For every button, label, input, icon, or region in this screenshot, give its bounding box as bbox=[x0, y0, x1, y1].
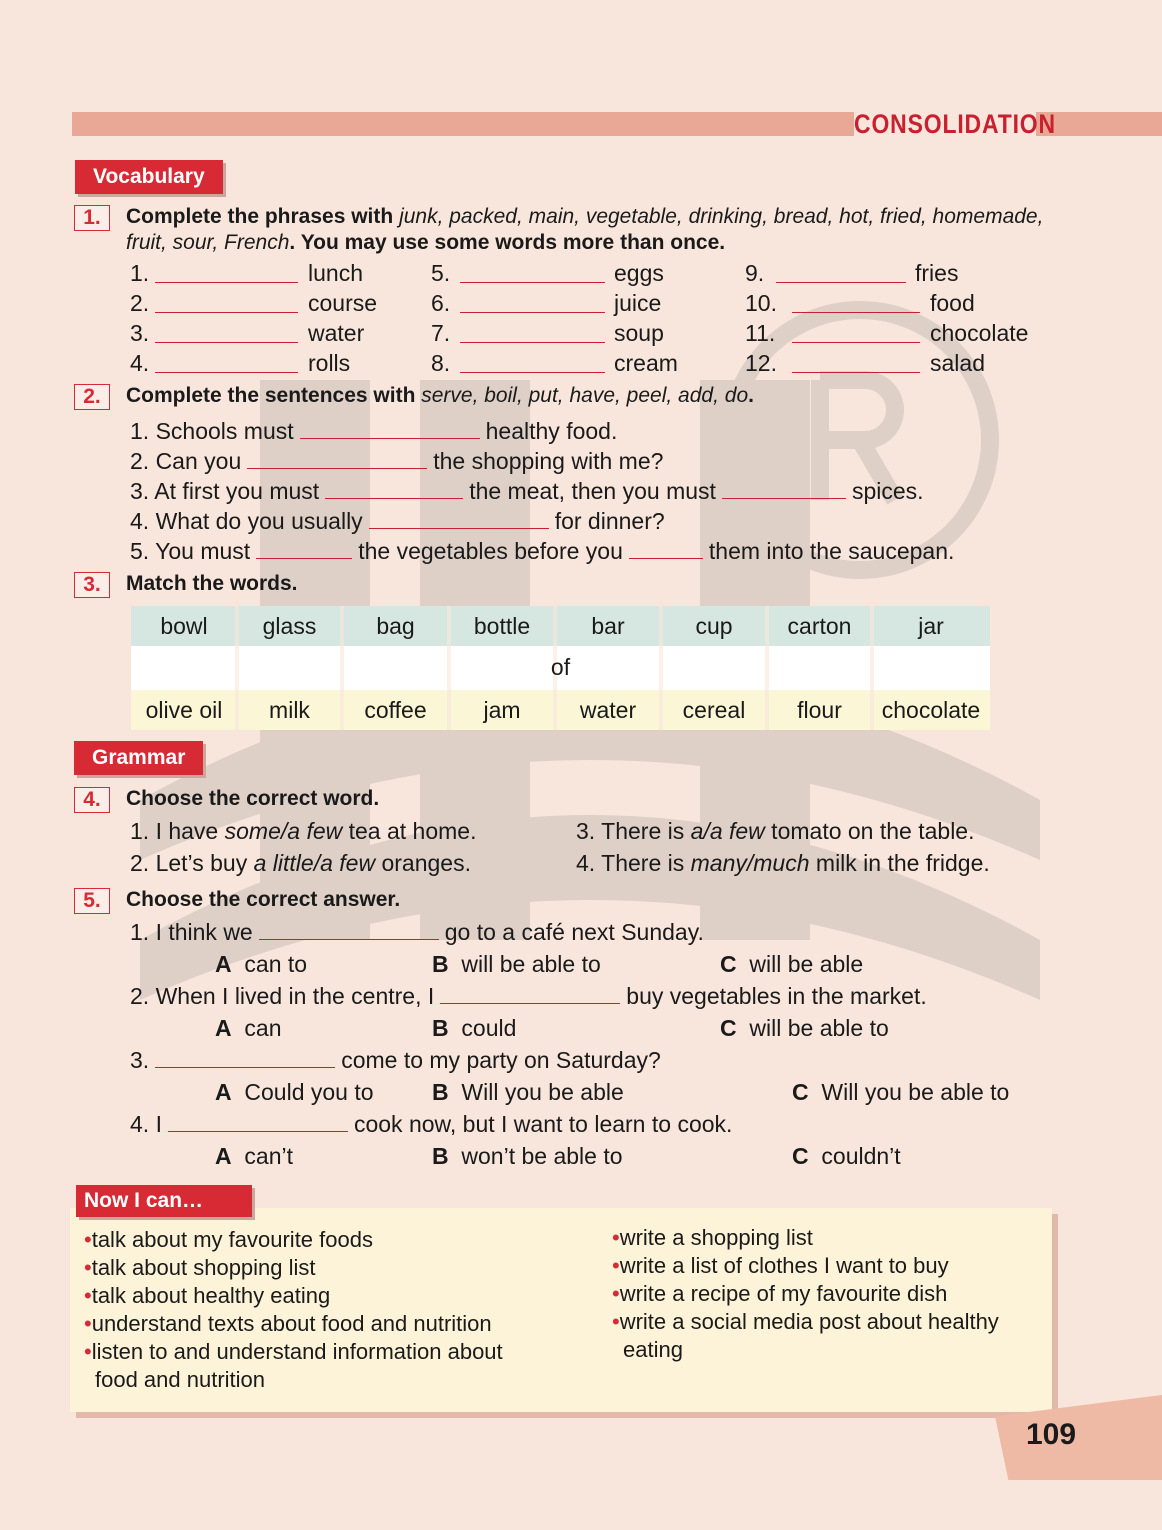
option-a[interactable]: A can bbox=[215, 1015, 282, 1041]
sentence: 1. Schools must healthy food. bbox=[130, 418, 618, 444]
phrase-item bbox=[431, 318, 450, 348]
answer-blank[interactable] bbox=[155, 282, 298, 283]
phrase-word: water bbox=[308, 320, 365, 346]
answer-blank[interactable] bbox=[722, 497, 846, 499]
skill-item: •talk about my favourite foods bbox=[84, 1227, 373, 1252]
answer-blank[interactable] bbox=[168, 1130, 348, 1132]
match-table bbox=[131, 606, 990, 730]
phrase-item bbox=[130, 318, 149, 348]
bullet-icon: • bbox=[612, 1309, 620, 1334]
food-word: cereal bbox=[682, 697, 746, 723]
container-word: jar bbox=[918, 613, 944, 639]
vocabulary-tag: Vocabulary bbox=[75, 160, 223, 194]
option-c[interactable]: C will be able to bbox=[720, 1015, 889, 1041]
bullet-icon: • bbox=[84, 1255, 92, 1280]
answer-blank[interactable] bbox=[460, 342, 605, 343]
page-number: 109 bbox=[1026, 1418, 1077, 1451]
page-title: CONSOLIDATION bbox=[854, 104, 1036, 144]
option-a[interactable]: A Could you to bbox=[215, 1079, 374, 1105]
container-word: cup bbox=[695, 613, 733, 639]
question: 1. I think we go to a café next Sunday. bbox=[130, 919, 704, 945]
answer-blank[interactable] bbox=[256, 557, 352, 559]
container-word: bowl bbox=[160, 613, 208, 639]
item-number: 2. bbox=[130, 290, 150, 316]
phrase-item bbox=[130, 348, 149, 378]
option-a[interactable]: A can’t bbox=[215, 1143, 293, 1169]
skill-item: •write a shopping list bbox=[612, 1225, 813, 1250]
container-word: glass bbox=[262, 613, 317, 639]
phrase-item bbox=[745, 318, 775, 348]
bullet-icon: • bbox=[612, 1225, 620, 1250]
food-word: water bbox=[579, 697, 637, 723]
option-b[interactable]: B will be able to bbox=[432, 951, 601, 977]
exercise-instruction: Complete the phrases with junk, packed, main, vegetable, drinking, bread, hot, fried, homemade, fruit, sour, French. You may use some words more than once. bbox=[126, 205, 1044, 254]
item-number: 10. bbox=[745, 290, 777, 316]
question: 3. come to my party on Saturday? bbox=[130, 1047, 661, 1073]
exercise-number: 5. bbox=[74, 888, 110, 914]
answer-blank[interactable] bbox=[259, 938, 439, 940]
item-number: 8. bbox=[431, 350, 451, 376]
skills-list-right bbox=[612, 1224, 1052, 1364]
answer-blank[interactable] bbox=[155, 312, 298, 313]
skill-item: •write a list of clothes I want to buy bbox=[612, 1253, 949, 1278]
sentence: 4. What do you usually for dinner? bbox=[130, 508, 665, 534]
exercise-instruction: Match the words. bbox=[126, 572, 298, 595]
food-word: chocolate bbox=[881, 697, 981, 723]
answer-blank[interactable] bbox=[460, 372, 605, 373]
item-number: 9. bbox=[745, 260, 765, 286]
question: 2. When I lived in the centre, I buy vegetables in the market. bbox=[130, 983, 927, 1009]
answer-blank[interactable] bbox=[440, 1002, 620, 1004]
answer-blank[interactable] bbox=[155, 342, 298, 343]
item-number: 11. bbox=[745, 320, 776, 346]
sentence: 2. Can you the shopping with me? bbox=[130, 448, 664, 474]
answer-blank[interactable] bbox=[369, 527, 549, 529]
phrase-word: salad bbox=[930, 350, 985, 376]
answer-blank[interactable] bbox=[300, 437, 480, 439]
answer-blank[interactable] bbox=[155, 1066, 335, 1068]
phrase-word: rolls bbox=[308, 350, 351, 376]
skills-list-left bbox=[84, 1226, 584, 1394]
sentence: 5. You must the vegetables before you them into the saucepan. bbox=[130, 538, 955, 564]
skill-item: eating bbox=[623, 1337, 683, 1362]
option-b[interactable]: B Will you be able bbox=[432, 1079, 624, 1105]
bullet-icon: • bbox=[84, 1283, 92, 1308]
answer-blank[interactable] bbox=[247, 467, 427, 469]
container-word: bottle bbox=[473, 613, 531, 639]
option-b[interactable]: B could bbox=[432, 1015, 517, 1041]
phrase-word: cream bbox=[614, 350, 678, 376]
item-number: 7. bbox=[431, 320, 451, 346]
skill-item: •write a social media post about healthy bbox=[612, 1309, 999, 1334]
item-number: 3. bbox=[130, 320, 150, 346]
item-number: 4. bbox=[130, 350, 150, 376]
skill-item: food and nutrition bbox=[95, 1367, 266, 1392]
exercise-number: 4. bbox=[74, 787, 110, 813]
bullet-icon: • bbox=[84, 1311, 92, 1336]
option-b[interactable]: B won’t be able to bbox=[432, 1143, 623, 1169]
exercise-number: 1. bbox=[74, 205, 110, 231]
item-number: 6. bbox=[431, 290, 451, 316]
answer-blank[interactable] bbox=[629, 557, 703, 559]
bullet-icon: • bbox=[612, 1253, 620, 1278]
skill-item: •write a recipe of my favourite dish bbox=[612, 1281, 948, 1306]
skill-item: •understand texts about food and nutrition bbox=[84, 1311, 492, 1336]
exercise-instruction: Choose the correct answer. bbox=[126, 888, 401, 911]
exercise-instruction: Complete the sentences with serve, boil, put, have, peel, add, do. bbox=[126, 384, 754, 407]
question: 4. I cook now, but I want to learn to cook. bbox=[130, 1111, 733, 1137]
phrase-item bbox=[745, 288, 777, 318]
container-word: bag bbox=[376, 613, 415, 639]
option-c[interactable]: C couldn’t bbox=[792, 1143, 901, 1169]
phrase-item bbox=[431, 348, 450, 378]
item-number: 1. bbox=[130, 260, 150, 286]
question: 1. I have some/a few tea at home. bbox=[130, 818, 477, 844]
question: 3. There is a/a few tomato on the table. bbox=[576, 818, 975, 844]
skill-item: •listen to and understand information about bbox=[84, 1339, 503, 1364]
phrase-word: eggs bbox=[614, 260, 664, 286]
option-a[interactable]: A can to bbox=[215, 951, 308, 977]
container-word: carton bbox=[787, 613, 852, 639]
food-word: flour bbox=[797, 697, 842, 723]
bullet-icon: • bbox=[612, 1281, 620, 1306]
phrase-item bbox=[745, 258, 764, 288]
bullet-icon: • bbox=[84, 1339, 92, 1364]
food-word: coffee bbox=[364, 697, 427, 723]
answer-blank[interactable] bbox=[155, 372, 298, 373]
answer-blank[interactable] bbox=[792, 372, 920, 373]
now-i-can-tag: Now I can… bbox=[76, 1185, 252, 1217]
question: 4. There is many/much milk in the fridge. bbox=[576, 850, 990, 876]
food-word: olive oil bbox=[145, 697, 223, 723]
phrase-item bbox=[130, 288, 149, 318]
answer-blank[interactable] bbox=[792, 342, 920, 343]
phrase-word: juice bbox=[614, 290, 662, 316]
food-word: jam bbox=[483, 697, 521, 723]
container-word: bar bbox=[591, 613, 625, 639]
phrase-item bbox=[431, 288, 450, 318]
exercise-number: 3. bbox=[74, 572, 110, 598]
phrase-word: course bbox=[308, 290, 378, 316]
skill-item: •talk about shopping list bbox=[84, 1255, 316, 1280]
phrase-word: food bbox=[930, 290, 975, 316]
exercise-instruction: Choose the correct word. bbox=[126, 787, 380, 810]
option-c[interactable]: C will be able bbox=[720, 951, 864, 977]
option-c[interactable]: C Will you be able to bbox=[792, 1079, 1010, 1105]
phrase-item bbox=[745, 348, 777, 378]
bullet-icon: • bbox=[84, 1227, 92, 1252]
of-label: of bbox=[550, 654, 571, 680]
answer-blank[interactable] bbox=[460, 312, 605, 313]
answer-blank[interactable] bbox=[460, 282, 605, 283]
item-number: 12. bbox=[745, 350, 777, 376]
grammar-tag: Grammar bbox=[74, 741, 203, 775]
phrase-item bbox=[431, 258, 450, 288]
answer-blank[interactable] bbox=[776, 282, 906, 283]
phrase-word: soup bbox=[614, 320, 664, 346]
sentence: 3. At first you must the meat, then you must spices. bbox=[130, 478, 924, 504]
phrase-word: chocolate bbox=[930, 320, 1029, 346]
food-word: milk bbox=[269, 697, 310, 723]
phrase-word: fries bbox=[915, 260, 959, 286]
answer-blank[interactable] bbox=[325, 497, 463, 499]
phrase-word: lunch bbox=[308, 260, 363, 286]
item-number: 5. bbox=[431, 260, 451, 286]
answer-blank[interactable] bbox=[792, 312, 920, 313]
question: 2. Let’s buy a little/a few oranges. bbox=[130, 850, 471, 876]
phrase-item bbox=[130, 258, 149, 288]
skill-item: •talk about healthy eating bbox=[84, 1283, 331, 1308]
exercise-number: 2. bbox=[74, 384, 110, 410]
